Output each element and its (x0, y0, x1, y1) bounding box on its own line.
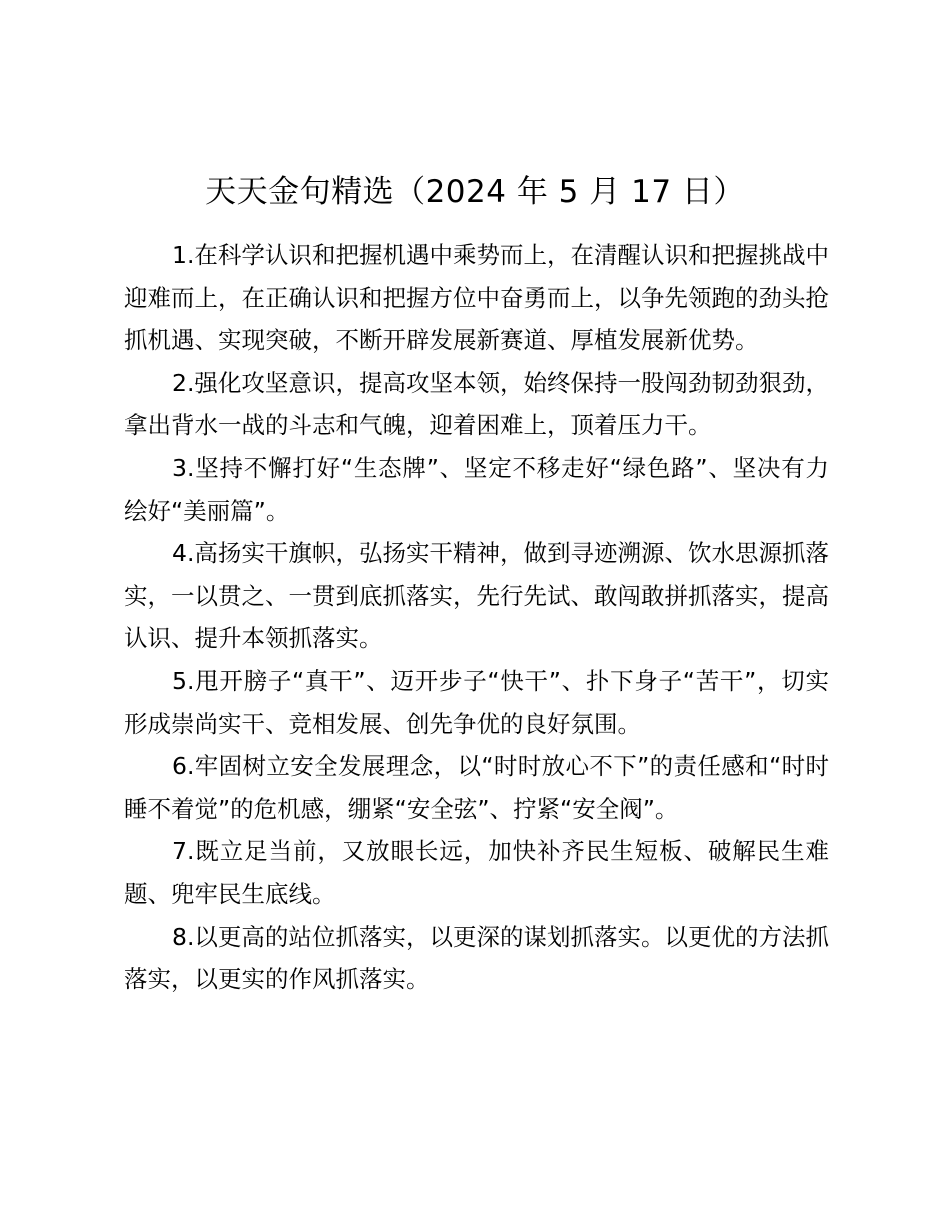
quote-paragraph-2: 2.强化攻坚意识，提高攻坚本领，始终保持一股闯劲韧劲狠劲，拿出背水一战的斗志和气魄，迎着困难上，顶着压力干。 (124, 368, 829, 440)
quote-paragraph-3: 3.坚持不懈打好“生态牌”、坚定不移走好“绿色路”、坚决有力绘好“美丽篇”。 (124, 453, 829, 525)
quote-paragraph-1: 1.在科学认识和把握机遇中乘势而上，在清醒认识和把握挑战中迎难而上，在正确认识和把握方位中奋勇而上，以争先领跑的劲头抢抓机遇、实现突破，不断开辟发展新赛道、厚植发展新优势。 (124, 241, 829, 355)
quote-paragraph-7: 7.既立足当前，又放眼长远，加快补齐民生短板、破解民生难题、兜牢民生底线。 (124, 837, 829, 908)
quote-paragraph-6: 6.牢固树立安全发展理念，以“时时放心不下”的责任感和“时时睡不着觉”的危机感，绷紧“安全弦”、拧紧“安全阀”。 (124, 752, 829, 823)
quote-paragraph-5: 5.甩开膀子“真干”、迈开步子“快干”、扑下身子“苦干”，切实形成崇尚实干、竞相发展、创先争优的良好氛围。 (124, 666, 829, 738)
page-title: 天天金句精选（2024 年 5 月 17 日） (205, 174, 745, 210)
quote-paragraph-4: 4.高扬实干旗帜，弘扬实干精神，做到寻迹溯源、饮水思源抓落实，一以贯之、一贯到底抓落实，先行先试、敢闯敢拼抓落实，提高认识、提升本领抓落实。 (124, 539, 829, 653)
document-body (124, 234, 829, 1001)
quote-paragraph-8: 8.以更高的站位抓落实，以更深的谋划抓落实。以更优的方法抓落实，以更实的作风抓落实。 (124, 922, 829, 994)
